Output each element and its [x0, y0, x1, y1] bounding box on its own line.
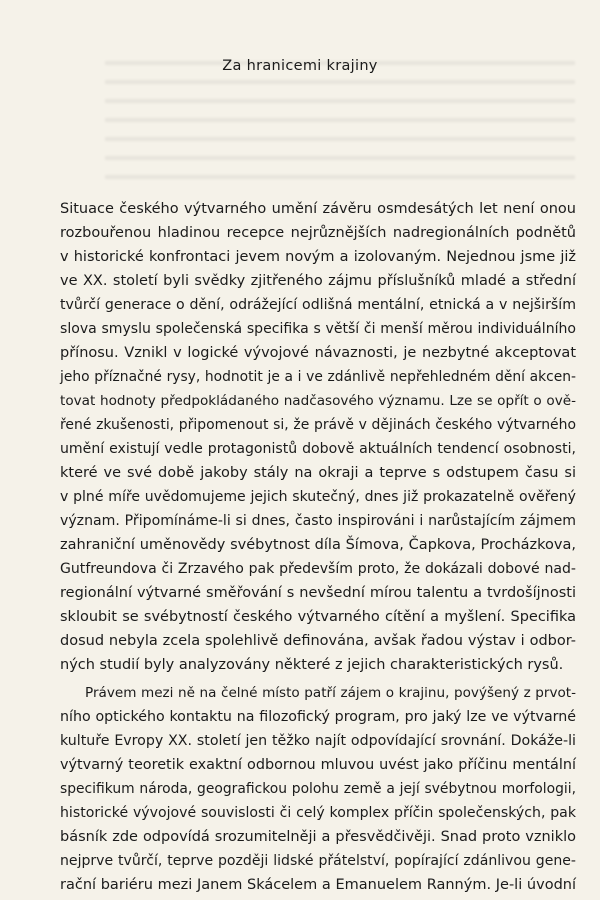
text-line: slova smyslu společenská specifika s větší či menší měrou individuálního	[60, 321, 576, 337]
text-line: básník zde odpovídá srozumitelněji a přesvědčivěji. Snad proto vzniklo	[60, 829, 576, 845]
text-line: Právem mezi ně na čelné místo patří zájem o krajinu, povýšený z prvot-	[85, 685, 576, 701]
text-line: výtvarný teoretik exaktní odbornou mluvou uvést jako příčinu mentální	[60, 757, 576, 773]
text-line: řené zkušenosti, připomenout si, že právě v dějinách českého výtvarného	[60, 417, 576, 433]
text-line: Situace českého výtvarného umění závěru osmdesátých let není onou	[60, 201, 576, 217]
text-line: nejprve tvůrčí, teprve později lidské přátelství, popírající zdánlivou gene-	[60, 853, 576, 869]
text-line: dosud nebyla zcela spolehlivě definována, avšak řadou výstav i odbor-	[60, 633, 576, 649]
text-line: Gutfreundova či Zrzavého pak především proto, že dokázali dobové nad-	[60, 561, 576, 577]
text-line: ního optického kontaktu na filozofický program, pro jaký lze ve výtvarné	[60, 709, 576, 725]
page-title: Za hranicemi krajiny	[222, 58, 378, 74]
text-line: umění existují vedle protagonistů dobově aktuálních tendencí osobnosti,	[60, 441, 576, 457]
text-line: v historické konfrontaci jevem novým a izolovaným. Nejednou jsme již	[60, 249, 576, 265]
text-line: historické vývojové souvislosti či celý komplex příčin společenských, pak	[60, 805, 576, 821]
text-line: které ve své době jakoby stály na okraji a teprve s odstupem času si	[60, 465, 576, 481]
text-line: skloubit se svébytností českého výtvarného cítění a myšlení. Specifika	[60, 609, 576, 625]
text-line: specifikum národa, geografickou polohu země a její svébytnou morfologii,	[60, 781, 576, 797]
text-line: význam. Připomínáme-li si dnes, často inspirováni i narůstajícím zájmem	[60, 513, 576, 529]
text-line: rační bariéru mezi Janem Skácelem a Emanuelem Ranným. Je-li úvodní	[60, 877, 576, 893]
text-line: regionální výtvarné směřování s nevšední mírou talentu a tvrdošíjnosti	[60, 585, 576, 601]
text-line: přínosu. Vznikl v logické vývojové návaznosti, je nezbytné akceptovat	[60, 345, 576, 361]
text-line: zahraniční uměnovědy svébytnost díla Šímova, Čapkova, Procházkova,	[60, 537, 576, 553]
text-line: kultuře Evropy XX. století jen těžko najít odpovídající srovnání. Dokáže-li	[60, 733, 576, 749]
text-line: tovat hodnoty předpokládaného nadčasového významu. Lze se opřít o ově-	[60, 393, 576, 409]
text-line: ve XX. století byli svědky zjitřeného zájmu příslušníků mladé a střední	[60, 273, 576, 289]
text-line: ných studií byly analyzovány některé z jejich charakteristických rysů.	[60, 657, 564, 673]
text-line: v plné míře uvědomujeme jejich skutečný, dnes již prokazatelně ověřený	[60, 489, 576, 505]
text-line: rozbouřenou hladinou recepce nejrůznějších nadregionálních podnětů	[60, 225, 576, 241]
text-line: jeho příznačné rysy, hodnotit je a i ve zdánlivě nepřehledném dění akcen-	[60, 369, 576, 385]
text-line: tvůrčí generace o dění, odrážející odlišná mentální, etnická a v nejširším	[60, 297, 576, 313]
